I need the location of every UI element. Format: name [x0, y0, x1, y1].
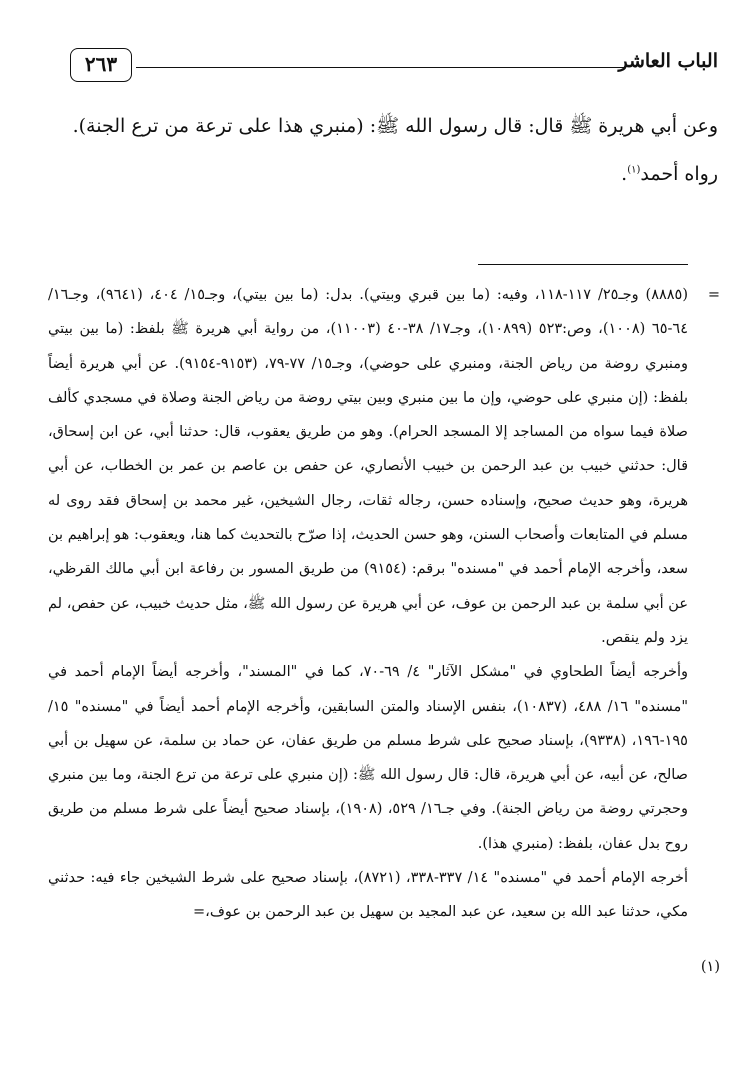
footnote-separator [478, 264, 688, 265]
footnote-ref: (١) [627, 164, 641, 176]
narration-text: رواه أحمد [640, 163, 718, 185]
page-header [70, 44, 718, 84]
footnote-paragraph: وأخرجه أيضاً الطحاوي في "مشكل الآثار" ٤/ ٦٩-٧٠، كما في "المسند"، وأخرجه أيضاً الإمام أحمد في "مسنده" ١٦/ ٤٨٨، (١٠٨٣٧)، بنفس الإسناد والمتن السابقين، وأخرجه الإمام أحمد أيضاً في "مسنده" ١٥/ ١٩٥-١٩٦، (٩٣٣٨)، بإسناد صحيح على شرط مسلم من طريق عفان، عن حماد بن سلمة، عن سهيل بن أبي صالح، عن أبيه، عن أبي هريرة، قال: قال رسول الله ﷺ: (إن منبري على ترعة من ترع الجنة، وما بين منبري وحجرتي روضة من رياض الجنة). وفي جـ١٦/ ٥٢٩، (١٩٠٨)، بإسناد صحيح أيضاً على شرط مسلم من طريق روح بدل عفان، بلفظ: (منبري هذا). [48, 664, 689, 852]
footnote-number: (١) [700, 959, 720, 975]
chapter-title: الباب العاشر [618, 50, 718, 72]
footnotes [48, 278, 688, 930]
continuation-marker: = [707, 287, 720, 303]
page-number-badge: ٢٦٣ [70, 48, 132, 82]
narration-end: . [621, 163, 628, 185]
header-rule [136, 67, 626, 68]
main-text [28, 102, 718, 198]
hadith-line: وعن أبي هريرة ﷺ قال: قال رسول الله ﷺ: (منبري هذا على ترعة من ترع الجنة). [72, 115, 718, 137]
narration-line [28, 150, 718, 198]
footnote-continuation: (٨٨٨٥) وجـ٢٥/ ١١٧-١١٨، وفيه: (ما بين قبري وبيتي). بدل: (ما بين بيتي)، وجـ١٥/ ٤٠٤، (٩٦٤١)، وجـ١٦/ ٦٤-٦٥ (١٠٠٨)، وص:٥٢٣ (١٠٨٩٩)، وجـ١٧/ ٣٨-٤٠ (١١٠٠٣)، من رواية أبي هريرة ﷺ بلفظ: (ما بين بيتي ومنبري روضة من رياض الجنة، ومنبري على حوضي)، وجـ١٥/ ٧٧-٧٩، (٩١٥٣-٩١٥٤). عن أبي هريرة أيضاً بلفظ: (إن منبري على حوضي، وإن ما بين منبري وبين بيتي روضة من رياض الجنة وصلاة في مسجدي كألف صلاة فيما سواه من المساجد إلا المسجد الحرام). وهو من طريق يعقوب، قال: حدثنا أبي، عن ابن إسحاق، قال: حدثني خبيب بن عبد الرحمن بن خبيب الأنصاري، عن حفص بن عاصم بن عمر بن الخطاب، عن أبي هريرة، وهو حديث صحيح، وإسناده حسن، رجاله ثقات، رجال الشيخين، غير محمد بن إسحاق فقد روى له مسلم في المتابعات وأصحاب السنن، وهو حسن الحديث، إذا صرّح بالتحديث كما هنا، ويعقوب: هو إبراهيم بن سعد، وأخرجه الإمام أحمد في "مسنده" برقم: (٩١٥٤) من طريق المسور بن رفاعة ابن أبي مالك القرظي، عن أبي سلمة بن عبد الرحمن بن عوف، عن أبي هريرة عن رسول الله ﷺ، مثل حديث خبيب، عن حفص، لم يزد ولم ينقص. [48, 287, 689, 646]
footnote-1: أخرجه الإمام أحمد في "مسنده" ١٤/ ٣٣٧-٣٣٨، (٨٧٢١)، بإسناد صحيح على شرط الشيخين جاء فيه: حدثني مكي، حدثنا عبد الله بن سعيد، عن عبد المجيد بن سهيل بن عبد الرحمن بن عوف،= [48, 870, 688, 921]
